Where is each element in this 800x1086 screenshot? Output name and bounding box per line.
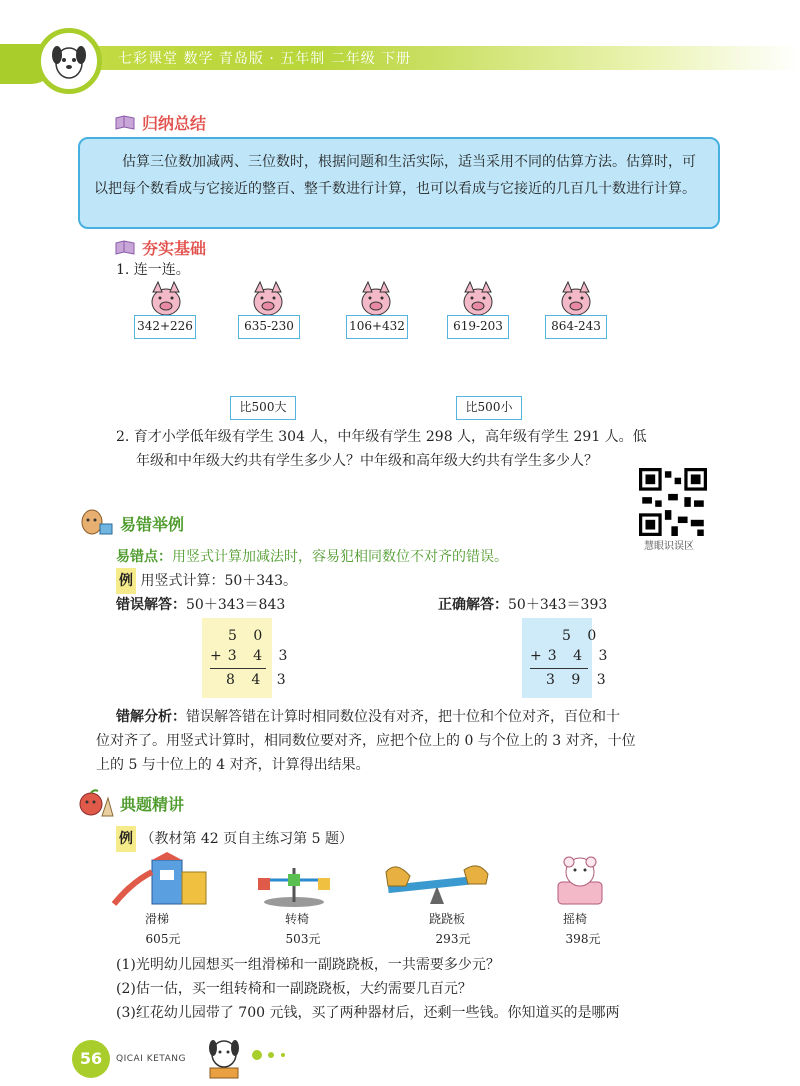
slide-icon xyxy=(112,852,212,908)
expression-box[interactable]: 635-230 xyxy=(238,315,300,339)
qr-code-icon[interactable] xyxy=(639,468,707,536)
pig-icon xyxy=(248,280,288,318)
mistake-point-label: 易错点： xyxy=(116,549,172,565)
example-tag: 例 xyxy=(116,826,136,852)
mistakes-heading-text: 易错举例 xyxy=(120,514,185,534)
summary-heading xyxy=(114,111,206,134)
item-price: 503元 xyxy=(285,932,321,946)
qr-label: 慧眼识误区 xyxy=(644,541,694,552)
question-1: 1. 连一连。 xyxy=(116,262,190,278)
typical-heading xyxy=(76,788,184,818)
pig-icon xyxy=(556,280,596,318)
item-price: 605元 xyxy=(145,932,181,946)
example-tag: 例 xyxy=(116,568,136,594)
item-price: 293元 xyxy=(435,932,471,946)
header-title: 七彩课堂 数学 青岛版 · 五年制 二年级 下册 xyxy=(118,51,412,67)
expression-box[interactable]: 864-243 xyxy=(545,315,607,339)
mistake-point-text: 用竖式计算加减法时，容易犯相同数位不对齐的错误。 xyxy=(172,549,508,565)
typical-q2: (2)估一估，买一组转椅和一副跷跷板，大约需要几百元？ xyxy=(116,981,472,997)
vertical-addend-1: 5 0 xyxy=(562,628,603,644)
analysis-line1 xyxy=(116,704,620,730)
typical-example xyxy=(116,826,353,852)
expression-box[interactable]: 342+226 xyxy=(134,315,196,339)
rocking-chair-icon xyxy=(552,852,608,908)
vertical-addend-2: +3 4 3 xyxy=(530,648,614,664)
footer-brand: QICAI KETANG xyxy=(116,1054,186,1064)
merry-go-round-icon xyxy=(254,858,334,908)
analysis-line2: 位对齐了。用竖式计算时，相同数位要对齐，应把个位上的 0 与个位上的 3 对齐，十位 xyxy=(96,733,636,749)
wrong-label: 错误解答： xyxy=(116,597,186,613)
pig-icon xyxy=(356,280,396,318)
page-number: 56 xyxy=(72,1040,110,1078)
egg-mascot-icon xyxy=(76,508,114,538)
book-icon xyxy=(114,240,136,256)
right-equation: 50＋343＝393 xyxy=(508,597,608,613)
item-name: 跷跷板 xyxy=(428,912,465,926)
basics-heading-text: 夯实基础 xyxy=(142,239,207,258)
vertical-result: 8 4 3 xyxy=(226,672,292,688)
item-name: 滑梯 xyxy=(144,912,169,926)
apple-mascot-icon xyxy=(76,788,114,818)
typical-heading-text: 典题精讲 xyxy=(120,794,185,814)
footer-dot xyxy=(252,1050,262,1060)
vertical-result: 3 9 3 xyxy=(546,672,612,688)
vertical-addend-1: 5 0 xyxy=(228,628,269,644)
vertical-rule xyxy=(530,668,588,669)
footer-dot xyxy=(281,1053,285,1057)
vertical-rule xyxy=(210,668,266,669)
mistake-example-text: 用竖式计算：50＋343。 xyxy=(140,573,297,589)
summary-box: 估算三位数加减两、三位数时，根据问题和生活实际，适当采用不同的估算方法。估算时，可以把每个数看成与它接近的整百、整千数进行计算，也可以看成与它接近的几百几十数进行计算。 xyxy=(78,137,720,229)
seesaw-icon xyxy=(382,862,492,908)
mistakes-heading xyxy=(76,508,184,538)
dog-mascot-icon xyxy=(200,1034,248,1080)
compare-box-greater[interactable]: 比500大 xyxy=(230,396,296,420)
wrong-vertical-calc xyxy=(202,618,294,698)
mistake-example xyxy=(116,568,297,594)
right-vertical-calc xyxy=(522,618,614,698)
item-price: 398元 xyxy=(565,932,601,946)
wrong-equation: 50＋343＝843 xyxy=(186,597,286,613)
item-name: 转椅 xyxy=(284,912,309,926)
analysis-label: 错解分析： xyxy=(116,709,186,725)
typical-q1: (1)光明幼儿园想买一组滑梯和一副跷跷板，一共需要多少元？ xyxy=(116,957,500,973)
pig-icon xyxy=(458,280,498,318)
right-answer xyxy=(438,592,607,618)
expression-box[interactable]: 619-203 xyxy=(447,315,509,339)
mistake-point xyxy=(116,544,508,570)
footer-dot xyxy=(268,1052,274,1058)
compare-box-less[interactable]: 比500小 xyxy=(456,396,522,420)
wrong-answer xyxy=(116,592,285,618)
book-icon xyxy=(114,115,136,131)
question-2-line1: 2. 育才小学低年级有学生 304 人，中年级有学生 298 人，高年级有学生 291 人。低 xyxy=(116,429,647,445)
summary-heading-text: 归纳总结 xyxy=(142,114,207,133)
header-mascot-circle xyxy=(36,28,102,94)
typical-example-text: （教材第 42 页自主练习第 5 题） xyxy=(140,831,353,847)
analysis-line3: 上的 5 与十位上的 4 对齐，计算得出结果。 xyxy=(96,757,370,773)
analysis-text-1: 错误解答错在计算时相同数位没有对齐，把十位和个位对齐，百位和十 xyxy=(186,709,620,725)
right-label: 正确解答： xyxy=(438,597,508,613)
dog-mascot-icon xyxy=(41,33,97,89)
basics-heading xyxy=(114,236,206,259)
item-name: 摇椅 xyxy=(562,912,587,926)
vertical-addend-2: +3 4 3 xyxy=(210,648,294,664)
typical-q3: (3)红花幼儿园带了 700 元钱，买了两种器材后，还剩一些钱。你知道买的是哪两 xyxy=(116,1005,620,1021)
question-2-line2: 年级和中年级大约共有学生多少人？中年级和高年级大约共有学生多少人？ xyxy=(136,453,598,469)
expression-box[interactable]: 106+432 xyxy=(346,315,408,339)
pig-icon xyxy=(146,280,186,318)
